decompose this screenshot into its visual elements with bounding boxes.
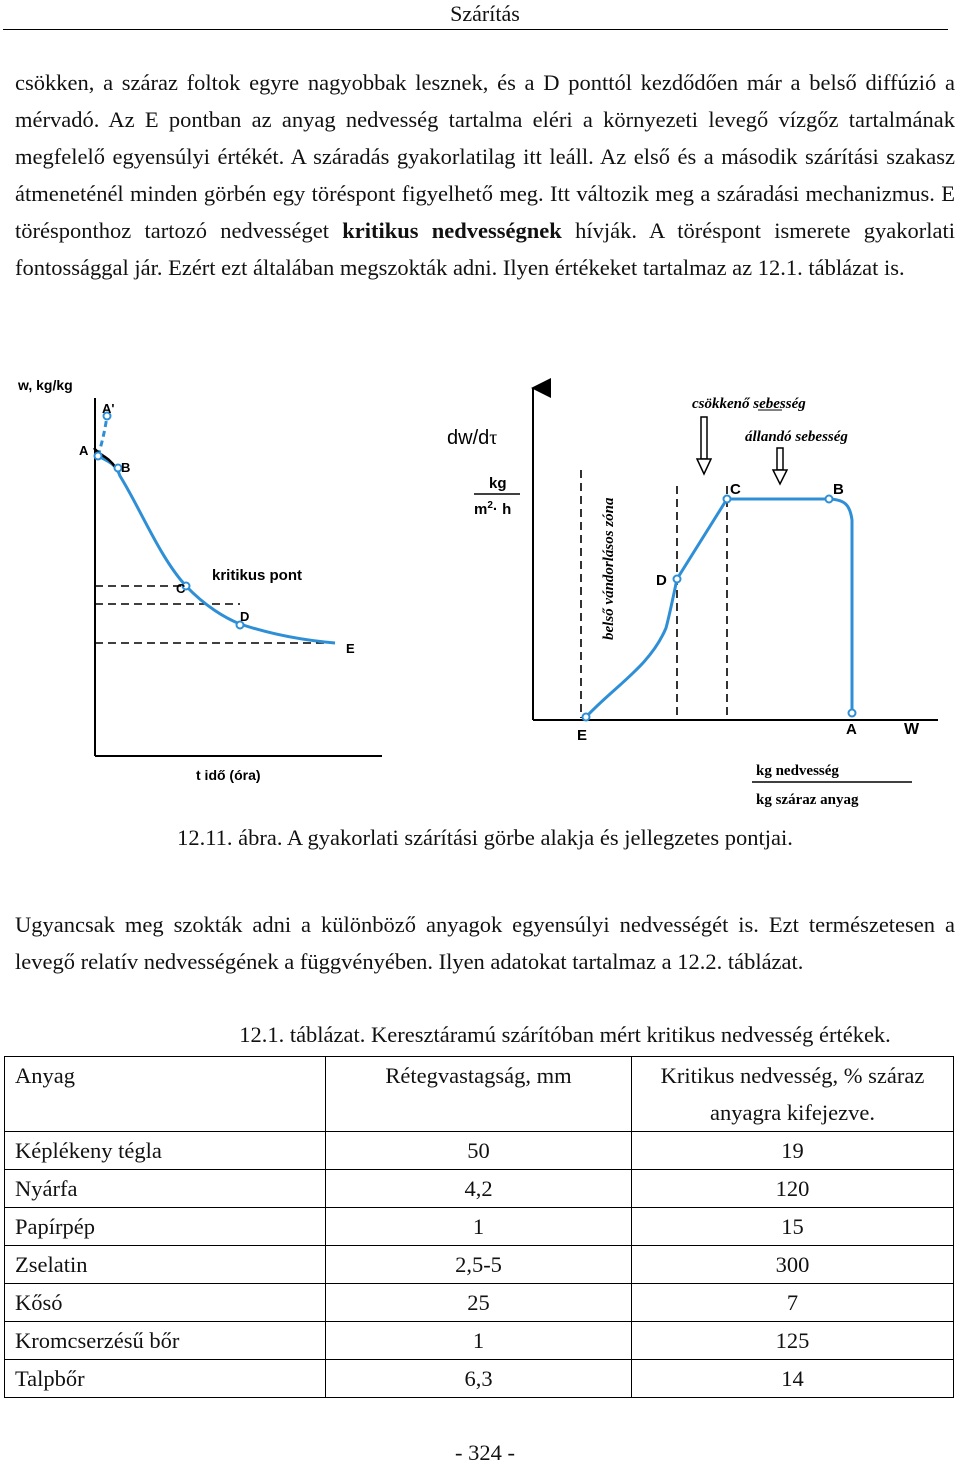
left-y-axis-label: w, kg/kg [18,377,73,393]
figure-caption: 12.11. ábra. A gyakorlati szárítási görbe alakja és jellegzetes pontjai. [177,825,793,850]
cell-thickness: 50 [326,1132,632,1170]
label-c: C [176,581,186,596]
right-y-unit-numerator: kg [489,475,507,492]
cell-critical-moisture: 300 [632,1246,954,1284]
decreasing-arrow-icon [697,417,711,474]
header-cell-material: Anyag [5,1057,326,1132]
zone-label: belső vándorlásos zóna [601,497,617,640]
point-a-right [849,710,856,717]
page-number: - 324 - [455,1440,515,1465]
point-d-right [674,576,681,583]
bold-term: kritikus nedvességnek [342,218,562,243]
right-y-axis-label: dw/dτ [447,427,498,449]
cell-critical-moisture: 14 [632,1360,954,1398]
table-row [5,1322,954,1360]
cell-critical-moisture: 120 [632,1170,954,1208]
cell-material: Képlékeny tégla [5,1132,326,1170]
paragraph-text: hívják. A töréspont ismerete gyakorlati fontossággal jár. Ezért ezt általában megszokták adni. Ilyen értékeket tartalmaz az 12.1. táblázat is. [15,218,955,280]
right-rate-curve [586,499,852,717]
label-e: E [346,641,355,656]
cell-critical-moisture: 19 [632,1132,954,1170]
left-diagram [17,377,382,783]
label-d: D [240,609,250,624]
table-row [5,1360,954,1398]
cell-thickness: 2,5-5 [326,1246,632,1284]
label-c-right: C [730,481,741,498]
constant-rate-label: állandó sebesség [745,429,848,445]
figure-svg [0,368,960,818]
cell-critical-moisture: 125 [632,1322,954,1360]
decreasing-rate-label: csökkenő sebesség [692,396,806,412]
cell-thickness: 6,3 [326,1360,632,1398]
table-row [5,1208,954,1246]
cell-critical-moisture: 15 [632,1208,954,1246]
header-rule [3,29,948,30]
label-b-right: B [833,481,844,498]
table-row [5,1132,954,1170]
cell-thickness: 4,2 [326,1170,632,1208]
constant-arrow-icon [773,448,787,484]
critical-moisture-table [4,1056,954,1398]
label-a: A [79,443,89,458]
right-diagram [447,388,938,808]
cell-thickness: 25 [326,1284,632,1322]
body-paragraph-1 [15,64,955,286]
point-b-right [826,496,833,503]
header-title: Szárítás [450,1,520,26]
table-row [5,1170,954,1208]
label-d-right: D [656,572,667,589]
point-a [95,453,102,460]
cell-thickness: 1 [326,1322,632,1360]
cell-material: Papírpép [5,1208,326,1246]
label-a-right: A [846,721,857,738]
label-b: B [121,460,131,475]
left-drying-curve [98,456,335,643]
header-cell-thickness: Rétegvastagság, mm [326,1057,632,1132]
cell-material: Nyárfa [5,1170,326,1208]
page-header [0,0,960,32]
right-x-unit-numerator: kg nedvesség [756,763,839,779]
drying-curves-figure [0,368,960,818]
right-x-axis-label: W [904,721,920,738]
cell-thickness: 1 [326,1208,632,1246]
cell-material: Zselatin [5,1246,326,1284]
header-cell-critical-moisture: Kritikus nedvesség, % száraz anyagra kifejezve. [632,1057,954,1132]
label-a-prime: A' [102,401,115,416]
cell-material: Kromcserzésű bőr [5,1322,326,1360]
point-e-right [583,714,590,721]
label-e-right: E [577,727,588,744]
table-header-row [5,1057,954,1132]
paragraph-text: csökken, a száraz foltok egyre nagyobbak lesznek, és a D ponttól kezdődően már a belső diffúzió a mérvadó. Az E pontban az anyag nedvesség tartalma eléri a környezeti levegő vízgőz tartalmának megfelelő egyensúlyi értékét. A száradás gyakorlatilag itt leáll. Az első és a második szárítási szakasz átmeneténél minden görbén egy töréspont figyelhető meg. Itt változik meg a száradási mechanizmus. E törésponthoz tartozó nedvességet [15,70,955,243]
cell-material: Kősó [5,1284,326,1322]
cell-material: Talpbőr [5,1360,326,1398]
table-caption: 12.1. táblázat. Keresztáramú szárítóban mért kritikus nedvesség értékek. [239,1022,891,1047]
left-x-axis-label: t idő (óra) [196,767,261,783]
label-kritikus-pont: kritikus pont [212,567,303,584]
body-paragraph-2: Ugyancsak meg szokták adni a különböző anyagok egyensúlyi nedvességét is. Ezt természetesen a levegő relatív nedvességének a függvényében. Ilyen adatokat tartalmaz a 12.2. táblázat. [15,912,955,974]
table-row [5,1284,954,1322]
left-curve-dashed [98,416,107,456]
right-y-unit-denominator: $m^2\cdot h$ [474,500,512,518]
right-x-unit-denominator: kg száraz anyag [756,792,859,808]
cell-critical-moisture: 7 [632,1284,954,1322]
table-row [5,1246,954,1284]
